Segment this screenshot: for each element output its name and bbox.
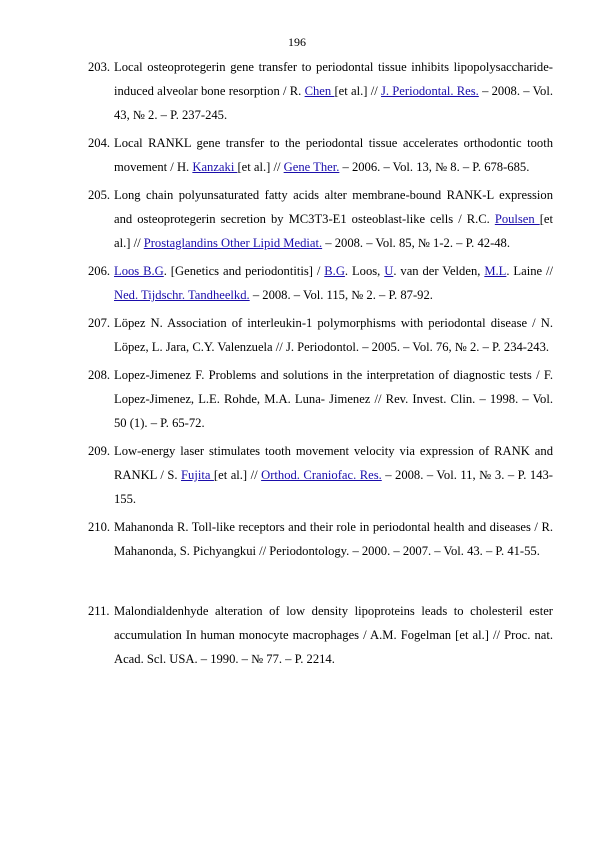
reference-text: Mahanonda R. Toll-like receptors and their role in periodontal health and diseases / R. Mahanonda, S. Pichyangkui // Periodontology. – 2000. – 2007. – Vol. 43. – P. 41-55. bbox=[114, 520, 553, 558]
reference-link[interactable]: Poulsen bbox=[494, 212, 540, 226]
reference-item bbox=[88, 311, 553, 359]
reference-item bbox=[88, 515, 553, 563]
reference-item bbox=[88, 259, 553, 307]
reference-link[interactable]: Gene Ther. bbox=[283, 160, 340, 174]
reference-text: . Laine // bbox=[506, 264, 553, 278]
reference-text: Lopez-Jimenez F. Problems and solutions in the interpretation of diagnostic tests / F. Lopez-Jimenez, L.E. Rohde, M.A. Luna- Jimenez // Rev. Invest. Clin. – 1998. – Vol. 50 (1). – P. 65-72. bbox=[114, 368, 553, 430]
reference-text: [et al.] // bbox=[334, 84, 381, 98]
reference-link[interactable]: M.L bbox=[484, 264, 507, 278]
reference-number: 206. bbox=[88, 264, 111, 278]
reference-number: 209. bbox=[88, 444, 111, 458]
reference-link[interactable]: Fujita bbox=[181, 468, 214, 482]
reference-text: Low-energy laser stimulates tooth movement velocity via expression of RANK and RANKL / S. bbox=[114, 444, 553, 482]
reference-link[interactable]: Orthod. Craniofac. Res. bbox=[261, 468, 382, 482]
reference-list bbox=[88, 55, 553, 675]
reference-number: 203. bbox=[88, 60, 111, 74]
reference-link[interactable]: B.G bbox=[324, 264, 345, 278]
reference-link[interactable]: U bbox=[384, 264, 394, 278]
reference-text: – 2006. – Vol. 13, № 8. – P. 678-685. bbox=[339, 160, 530, 174]
reference-number: 205. bbox=[88, 188, 111, 202]
reference-item bbox=[88, 55, 553, 127]
reference-item bbox=[88, 363, 553, 435]
reference-text: [et al.] // bbox=[213, 468, 262, 482]
reference-text: – 2008. – Vol. 115, № 2. – P. 87-92. bbox=[249, 288, 433, 302]
reference-link[interactable]: Ned. Tijdschr. Tandheelkd. bbox=[114, 288, 250, 302]
reference-text: Lӧpez N. Association of interleukin-1 polymorphisms with periodontal disease / N. Lӧpez, L. Jara, C.Y. Valenzuela // J. Periodontol. – 2005. – Vol. 76, № 2. – P. 234-243. bbox=[114, 316, 553, 354]
reference-text: – 2008. – Vol. 43, № 2. – P. 237-245. bbox=[114, 84, 553, 122]
reference-text: – 2008. – Vol. 11, № 3. – P. 143-155. bbox=[114, 468, 553, 506]
reference-number: 204. bbox=[88, 136, 111, 150]
reference-item bbox=[88, 599, 553, 671]
reference-text: . [Genetics and periodontitis] / bbox=[163, 264, 325, 278]
reference-text: . van der Velden, bbox=[393, 264, 485, 278]
reference-link[interactable]: Loos B.G bbox=[114, 264, 164, 278]
reference-link[interactable]: Prostaglandins Other Lipid Mediat. bbox=[143, 236, 323, 250]
reference-number: 210. bbox=[88, 520, 111, 534]
reference-text: Local RANKL gene transfer to the periodontal tissue accelerates orthodontic tooth movement / H. bbox=[114, 136, 553, 174]
reference-text: [et al.] // bbox=[237, 160, 284, 174]
reference-item bbox=[88, 183, 553, 255]
reference-text: Local osteoprotegerin gene transfer to periodontal tissue inhibits lipopolysaccharide-induced alveolar bone resorption / R. bbox=[114, 60, 553, 98]
reference-number: 207. bbox=[88, 316, 111, 330]
reference-text: Long chain polyunsaturated fatty acids alter membrane-bound RANK-L expression and osteoprotegerin secretion by MC3T3-E1 osteoblast-like cells / R.C. bbox=[114, 188, 553, 226]
reference-number: 208. bbox=[88, 368, 111, 382]
reference-text: . Loos, bbox=[344, 264, 385, 278]
reference-link[interactable]: Chen bbox=[304, 84, 335, 98]
reference-text: [et al.] // bbox=[114, 212, 553, 250]
reference-number: 211. bbox=[88, 604, 110, 618]
reference-link[interactable]: Kanzaki bbox=[192, 160, 238, 174]
reference-item bbox=[88, 439, 553, 511]
reference-text: Malondialdenhyde alteration of low density lipoproteins leads to cholesteril ester accumulation In human monocyte macrophages / A.M. Fogelman [et al.] // Proc. nat. Acad. Scl. USA. – 1990. – № 77. – P. 2214. bbox=[114, 604, 553, 666]
reference-link[interactable]: J. Periodontal. Res. bbox=[380, 84, 479, 98]
reference-item bbox=[88, 131, 553, 179]
reference-text: – 2008. – Vol. 85, № 1-2. – P. 42-48. bbox=[322, 236, 511, 250]
page-number: 196 bbox=[288, 35, 306, 49]
